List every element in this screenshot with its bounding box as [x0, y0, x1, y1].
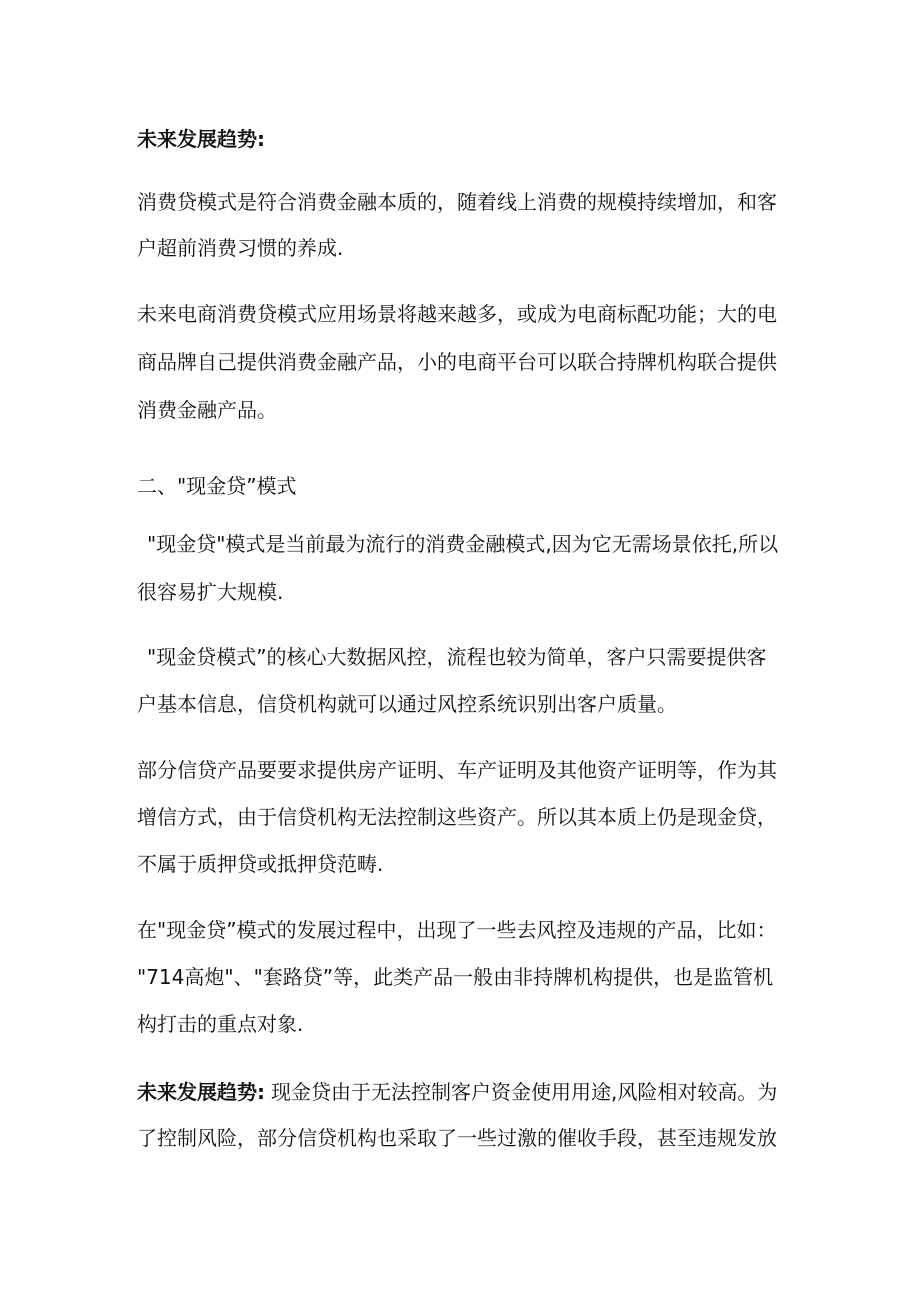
paragraph-line: 未来电商消费贷模式应用场景将越来越多，或成为电商标配功能；大的电 — [137, 302, 777, 326]
paragraph-line: 消费贷模式是符合消费金融本质的，随着线上消费的规模持续增加，和客 — [137, 190, 777, 214]
paragraph-line — [137, 1078, 777, 1106]
paragraph-line: 很容易扩大规模. — [137, 580, 284, 604]
paragraph-line: 了控制风险，部分信贷机构也采取了一些过激的催收手段，甚至违规发放 — [137, 1126, 777, 1150]
section-title: 二、"现金贷”模式 — [137, 474, 297, 498]
paragraph-line: 增信方式，由于信贷机构无法控制这些资产。所以其本质上仍是现金贷， — [137, 805, 777, 829]
heading-future-trend: 未来发展趋势: — [137, 127, 265, 151]
paragraph-text: 现金贷由于无法控制客户资金使用用途,风险相对较高。为 — [271, 1080, 778, 1104]
paragraph-line: 户基本信息，信贷机构就可以通过风控系统识别出客户质量。 — [137, 692, 677, 716]
paragraph-line: 户超前消费习惯的养成. — [137, 236, 344, 260]
paragraph-line: 商品牌自己提供消费金融产品，小的电商平台可以联合持牌机构联合提供 — [137, 350, 777, 374]
paragraph-line: 不属于质押贷或抵押贷范畴. — [137, 852, 384, 876]
paragraph-line: 构打击的重点对象. — [137, 1012, 304, 1036]
paragraph-line: "现金贷模式”的核心大数据风控，流程也较为简单，客户只需要提供客 — [147, 645, 767, 669]
inline-heading-future-trend: 未来发展趋势: — [137, 1080, 265, 1104]
paragraph-line: "714高炮"、"套路贷”等，此类产品一般由非持牌机构提供，也是监管机 — [137, 965, 774, 989]
paragraph-line: 部分信贷产品要要求提供房产证明、车产证明及其他资产证明等，作为其 — [137, 758, 777, 782]
paragraph-line: "现金贷"模式是当前最为流行的消费金融模式,因为它无需场景依托,所以 — [147, 532, 779, 556]
paragraph-line: 在"现金贷”模式的发展过程中，出现了一些去风控及违规的产品，比如： — [137, 918, 777, 942]
paragraph-line: 消费金融产品。 — [137, 398, 277, 422]
